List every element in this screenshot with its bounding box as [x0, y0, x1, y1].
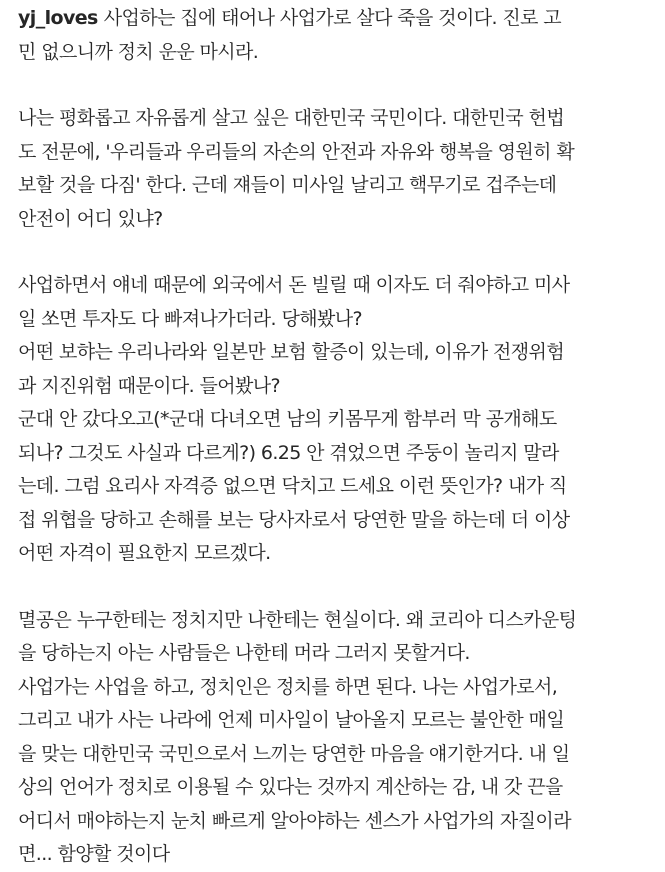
caption-paragraph-2 [18, 102, 651, 236]
caption-line: 사업하면서 얘네 때문에 외국에서 돈 빌릴 때 이자도 더 줘야하고 미사 [18, 274, 570, 296]
caption-line: 그리고 내가 사는 나라에 언제 미사일이 날아올지 모르는 불안한 매일 [18, 709, 565, 731]
caption-line: 는데. 그럼 요리사 자격증 없으면 닥치고 드세요 이런 뜻인가? 내가 직 [18, 475, 567, 497]
caption-line: 면... 함양할 것이다 [18, 843, 170, 865]
username-link[interactable]: yj_loves [18, 7, 98, 29]
caption-line: 접 위협을 당하고 손해를 보는 당사자로서 당연한 말을 하는데 더 이상 [18, 508, 570, 531]
caption-line: 되나? 그것도 사실과 다르게?) 6.25 안 겪었으면 주둥이 놀리지 말라 [18, 441, 559, 464]
caption-paragraph-1 [18, 2, 651, 69]
caption-paragraph-4 [18, 604, 651, 872]
caption-line: 어떤 자격이 필요한지 모르겠다. [18, 542, 271, 564]
caption-line: 상의 언어가 정치로 이용될 수 있다는 것까지 계산하는 감, 내 갓 끈을 [18, 776, 563, 798]
caption-line: 군대 안 갔다오고(*군대 다녀오면 남의 키몸무게 함부러 막 공개해도 [18, 408, 557, 430]
caption-paragraph-3 [18, 269, 651, 571]
caption-line: 을 맞는 대한민국 국민으로서 느끼는 당연한 마음을 얘기한거다. 내 일 [18, 742, 570, 765]
caption-line: 과 지진위험 때문이다. 들어봤나? [18, 374, 281, 397]
caption-line: 일 쏘면 투자도 다 빠져나가더라. 당해봤나? [18, 307, 362, 330]
caption-line: 어디서 매야하는지 눈치 빠르게 알아야하는 센스가 사업가의 자질이라 [18, 809, 571, 832]
caption-text: 사업하는 집에 태어나 사업가로 살다 죽을 것이다. 진로 고 [103, 7, 562, 29]
caption-line: 민 없으니까 정치 운운 마시라. [18, 40, 259, 63]
caption-line: 안전이 어디 있냐? [18, 207, 163, 230]
caption-line: 도 전문에, '우리들과 우리들의 자손의 안전과 자유와 행복을 영원히 확 [18, 140, 575, 163]
caption-line: 사업가는 사업을 하고, 정치인은 정치를 하면 된다. 나는 사업가로서, [18, 675, 558, 698]
caption-line: 을 당하는지 아는 사람들은 나한테 머라 그러지 못할거다. [18, 642, 470, 664]
caption-line: 멸공은 누구한테는 정치지만 나한테는 현실이다. 왜 코리아 디스카운팅 [18, 608, 577, 631]
caption-line [18, 2, 651, 36]
caption-line: 보할 것을 다짐' 한다. 근데 쟤들이 미사일 날리고 핵무기로 겁주는데 [18, 174, 557, 196]
caption-line: 나는 평화롭고 자유롭게 살고 싶은 대한민국 국민이다. 대한민국 헌법 [18, 107, 565, 129]
caption-line: 어떤 보햐는 우리나라와 일본만 보험 할증이 있는데, 이유가 전쟁위험 [18, 341, 565, 363]
